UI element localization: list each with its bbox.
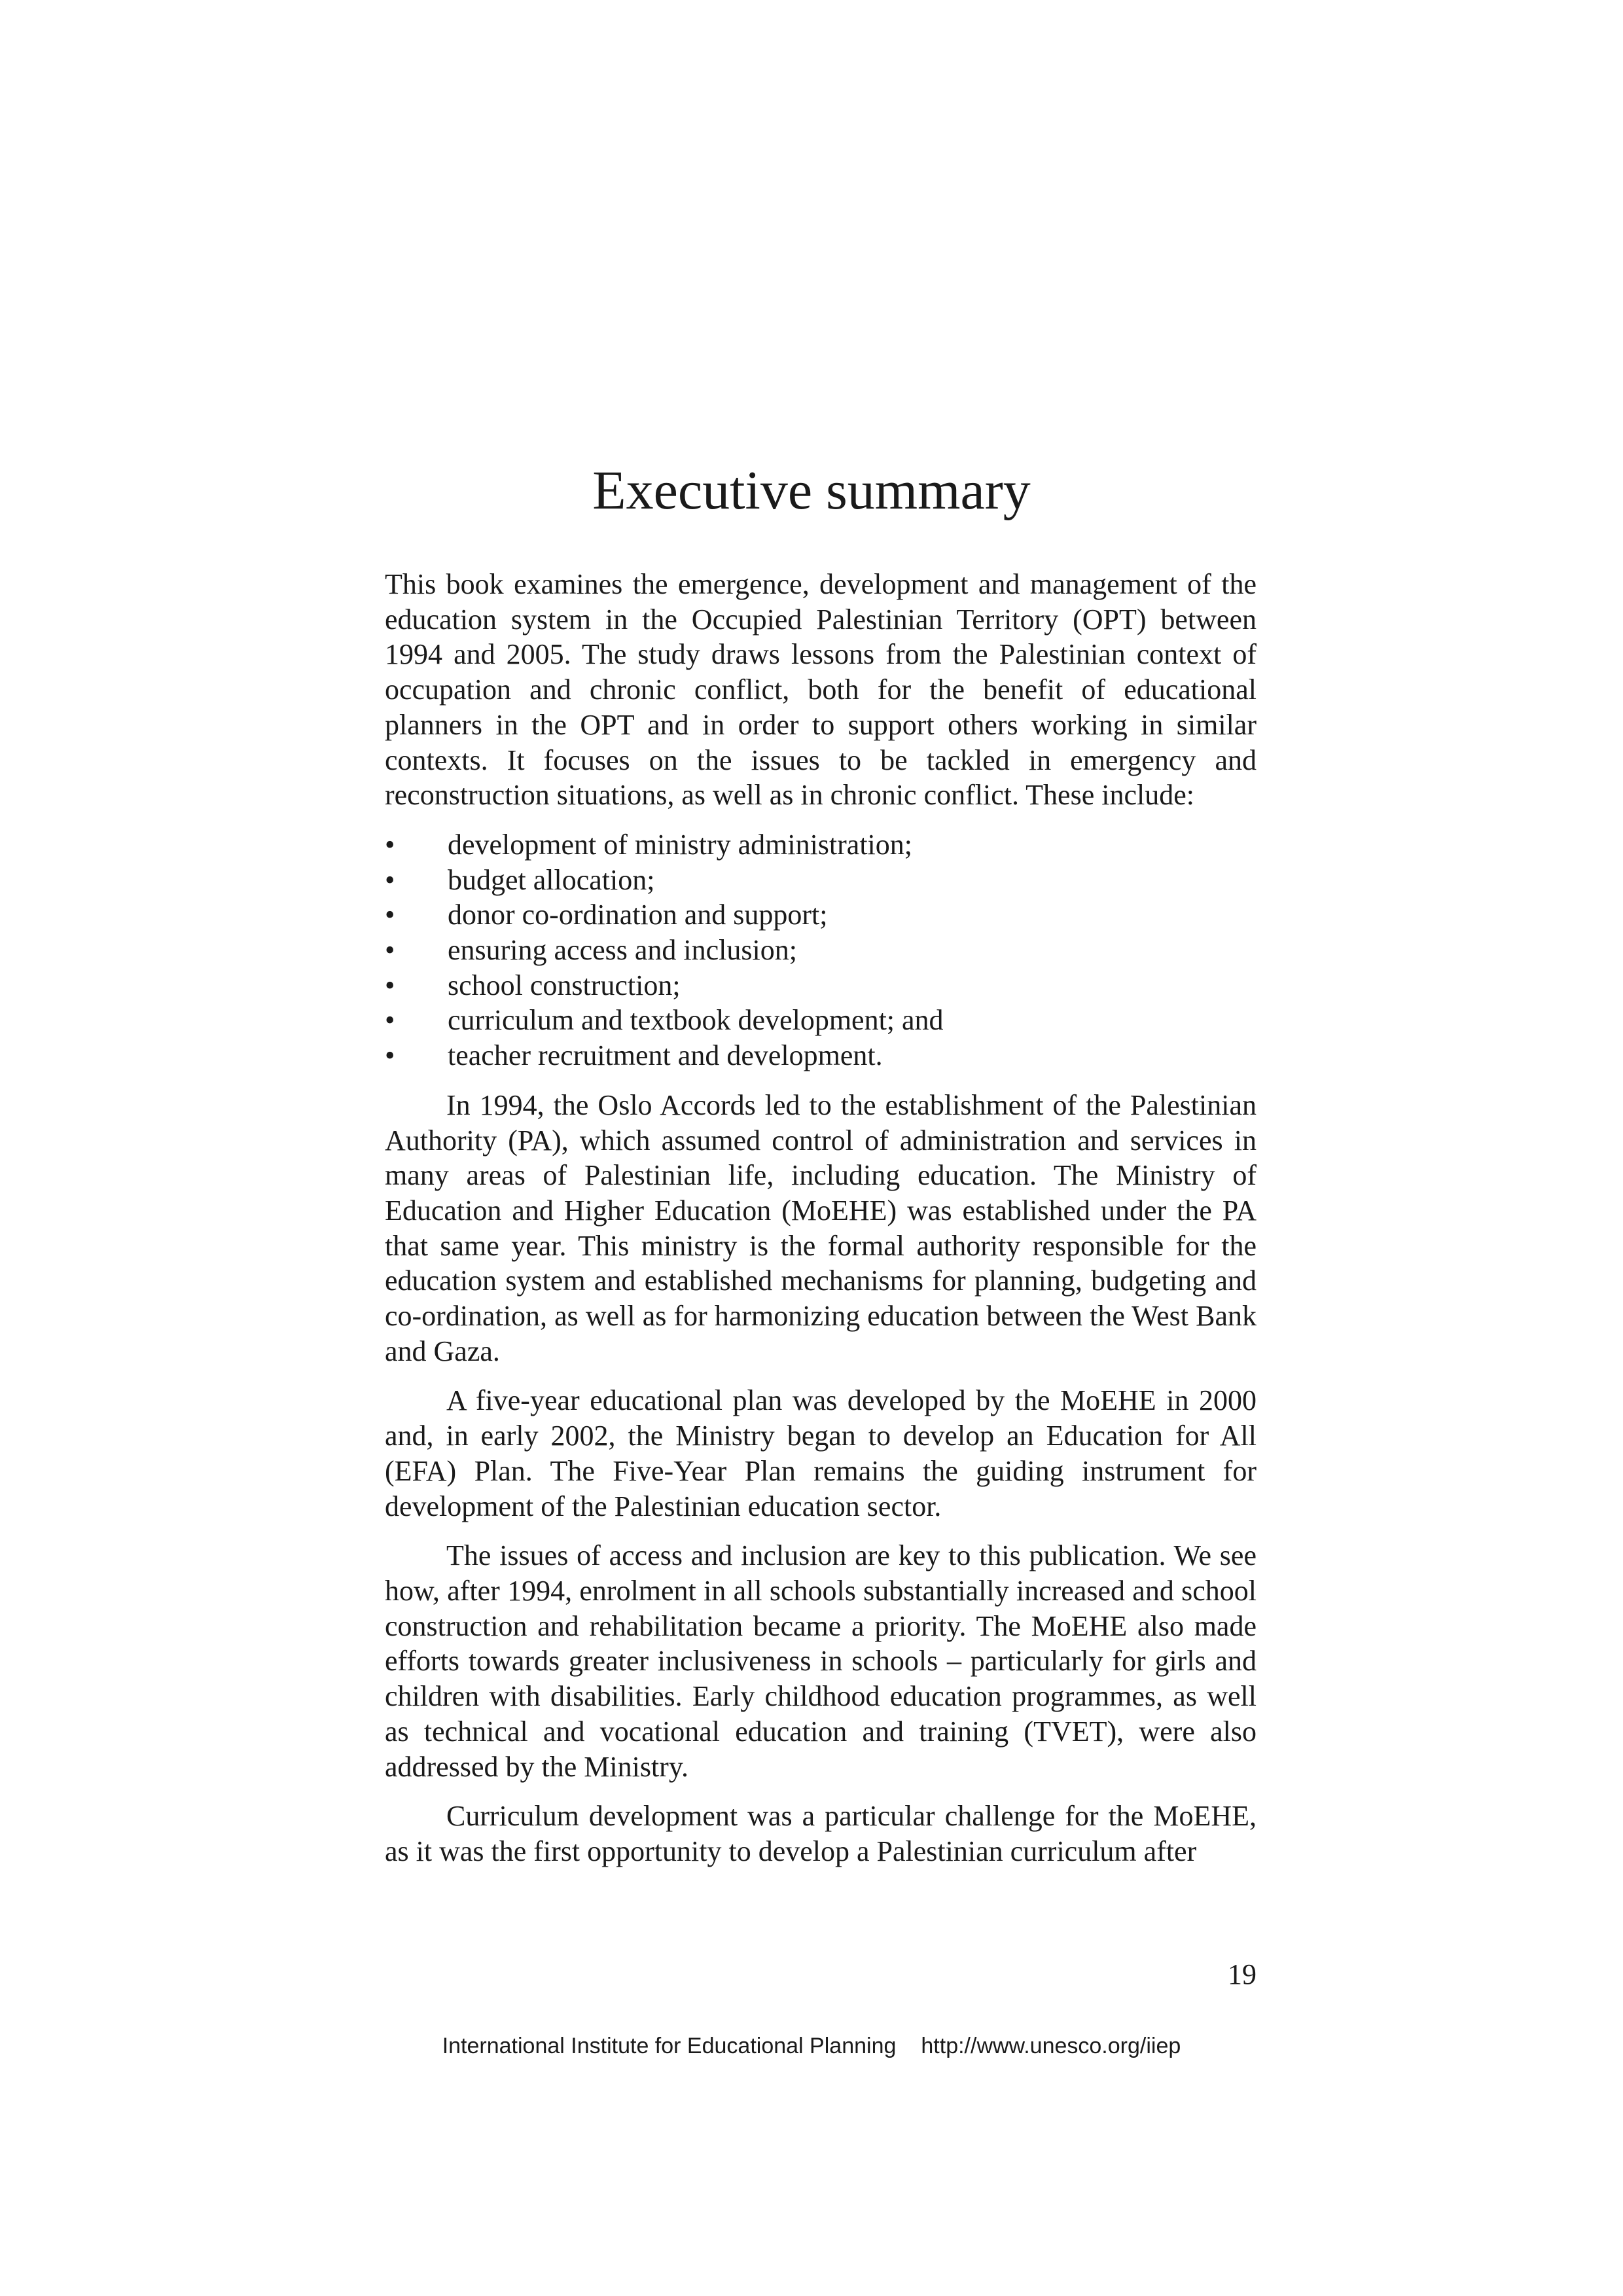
list-item-text: teacher recruitment and development.	[448, 1039, 883, 1072]
list-item	[385, 1003, 1257, 1038]
list-item	[385, 968, 1257, 1003]
footer-url-link[interactable]: http://www.unesco.org/iiep	[921, 2034, 1181, 2058]
intro-paragraph: This book examines the emergence, development and management of the education system in the Occupied Palestinian Territory (OPT) between 1994 and 2005. The study draws lessons from the Palestinian context of occupation and chronic conflict, both for the benefit of educational planners in the OPT and in order to support others working in similar contexts. It focuses on the issues to be tackled in emergency and reconstruction situations, as well as in chronic conflict. These include:	[385, 568, 1257, 812]
page-number: 19	[1228, 1958, 1257, 1990]
list-item	[385, 897, 1257, 933]
list-item	[385, 863, 1257, 898]
list-item	[385, 827, 1257, 863]
access-paragraph: The issues of access and inclusion are key to this publication. We see how, after 1994, enrolment in all schools substantially increased and school construction and rehabilitation became a priority. The MoEHE also made efforts towards greater inclusiveness in schools – particularly for girls and children with disabilities. Early childhood education programmes, as well as technical and vocational education and training (TVET), were also addressed by the Ministry.	[385, 1539, 1257, 1783]
footer	[0, 2033, 1623, 2059]
plan-paragraph: A five-year educational plan was developed by the MoEHE in 2000 and, in early 2002, the Ministry began to develop an Education for All (EFA) Plan. The Five-Year Plan remains the guiding instrument for development of the Palestinian education sector.	[385, 1384, 1257, 1522]
bullet-icon: •	[385, 969, 395, 1001]
footer-institute: International Institute for Educational Planning	[442, 2034, 897, 2058]
body-text	[385, 567, 1257, 1869]
oslo-paragraph: In 1994, the Oslo Accords led to the establishment of the Palestinian Authority (PA), which assumed control of administration and services in many areas of Palestinian life, including education. The Ministry of Education and Higher Education (MoEHE) was established under the PA that same year. This ministry is the formal authority responsible for the education system and established mechanisms for planning, budgeting and co-ordination, as well as for harmonizing education between the West Bank and Gaza.	[385, 1088, 1257, 1367]
bullet-icon: •	[385, 899, 395, 931]
bullet-icon: •	[385, 863, 395, 896]
list-item	[385, 933, 1257, 968]
page-title: Executive summary	[592, 460, 1031, 521]
issues-list	[385, 827, 1257, 1073]
bullet-icon: •	[385, 1004, 395, 1037]
list-item-text: donor co-ordination and support;	[448, 899, 828, 931]
curriculum-paragraph: Curriculum development was a particular challenge for the MoEHE, as it was the first opportunity to develop a Palestinian curriculum after	[385, 1800, 1257, 1867]
list-item-text: budget allocation;	[448, 863, 655, 896]
list-item-text: school construction;	[448, 969, 681, 1001]
list-item-text: development of ministry administration;	[448, 828, 912, 861]
list-item	[385, 1038, 1257, 1073]
bullet-icon: •	[385, 934, 395, 967]
list-item-text: ensuring access and inclusion;	[448, 934, 797, 967]
list-item-text: curriculum and textbook development; and	[448, 1004, 944, 1037]
bullet-icon: •	[385, 828, 395, 861]
bullet-icon: •	[385, 1039, 395, 1072]
